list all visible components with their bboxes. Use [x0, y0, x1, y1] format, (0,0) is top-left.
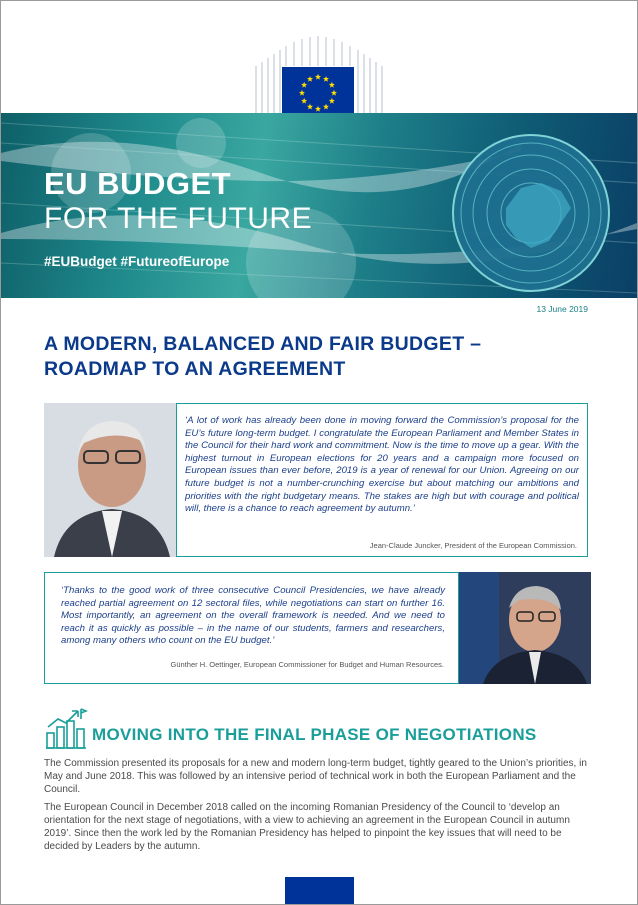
publication-date: 13 June 2019 [536, 304, 588, 314]
headline-line2: ROADMAP TO AN AGREEMENT [44, 358, 346, 380]
eu-star [329, 98, 335, 104]
quote-text: ‘A lot of work has already been done in moving forward the Commission’s proposal for the EU’s future long-term budget. I congratulate the European Parliament and Member States in the Council for their hard work and commitment. Now is the time to move up a gear. With the highest turnout in European elections for 20 years and a campaign more focused on European issues than ever before, 2019 is a year of renewal for our Union. Agreeing on our future budget is not a number-crunching exercise but about matching our ambitions and priorities with the right budgetary means. The stakes are high but with courage and political will, there is a chance to reach agreement by autumn.’ [185, 415, 579, 515]
eu-star [307, 76, 313, 82]
quote-box-juncker [176, 403, 588, 557]
eu-star [301, 82, 307, 88]
section-title: MOVING INTO THE FINAL PHASE OF NEGOTIATIONS [92, 725, 537, 744]
page-headline [44, 332, 481, 382]
quote-box-oettinger [44, 572, 459, 684]
footer-blue-bar [285, 877, 354, 904]
quote-attribution: Jean-Claude Juncker, President of the European Commission. [369, 541, 577, 550]
eu-star [323, 104, 329, 110]
eu-star [329, 82, 335, 88]
portrait-oettinger [459, 572, 591, 684]
section-paragraph-2: The European Council in December 2018 called on the incoming Romanian Presidency of the Council to ‘develop an orientation for the next stage of negotiations, with a view to achieving an agreement in the European Council in autumn 2019’. Since then the work led by the Romanian Presidency has helped to pinpoint the key issues that will need to be decided by Leaders by the autumn. [44, 802, 570, 852]
eu-star [315, 74, 321, 80]
banner-hashtags: #EUBudget #FutureofEurope [44, 254, 230, 269]
headline-line1: A MODERN, BALANCED AND FAIR BUDGET – [44, 333, 482, 355]
quote-attribution: Günther H. Oettinger, European Commissioner for Budget and Human Resources. [170, 660, 444, 669]
banner-title-line1: EU BUDGET [44, 166, 232, 201]
eu-star [323, 76, 329, 82]
eu-star [301, 98, 307, 104]
eu-star [307, 104, 313, 110]
eu-stars-icon [282, 67, 354, 119]
portrait-juncker [44, 403, 176, 557]
growth-chart-icon [44, 707, 88, 751]
eu-flag [282, 67, 354, 119]
eu-star [299, 90, 305, 96]
banner-title-line2: FOR THE FUTURE [44, 202, 313, 235]
section-paragraph-1: The Commission presented its proposals for a new and modern long-term budget, tightly geared to the Union’s priorities, in May and June 2018. This was followed by an intensive period of technical work in both the European Parliament and the Council. [44, 758, 587, 795]
eu-star [331, 90, 337, 96]
eu-star [315, 106, 321, 112]
quote-text: ‘Thanks to the good work of three consecutive Council Presidencies, we have already reached partial agreement on 12 sectoral files, while negotiations can start on further 16. Most importantly, an agreement on the overall framework is needed. And we need to reach it as quickly as possible – in the name of our students, farmers and researchers, among many others who count on the EU budget.’ [61, 585, 445, 647]
